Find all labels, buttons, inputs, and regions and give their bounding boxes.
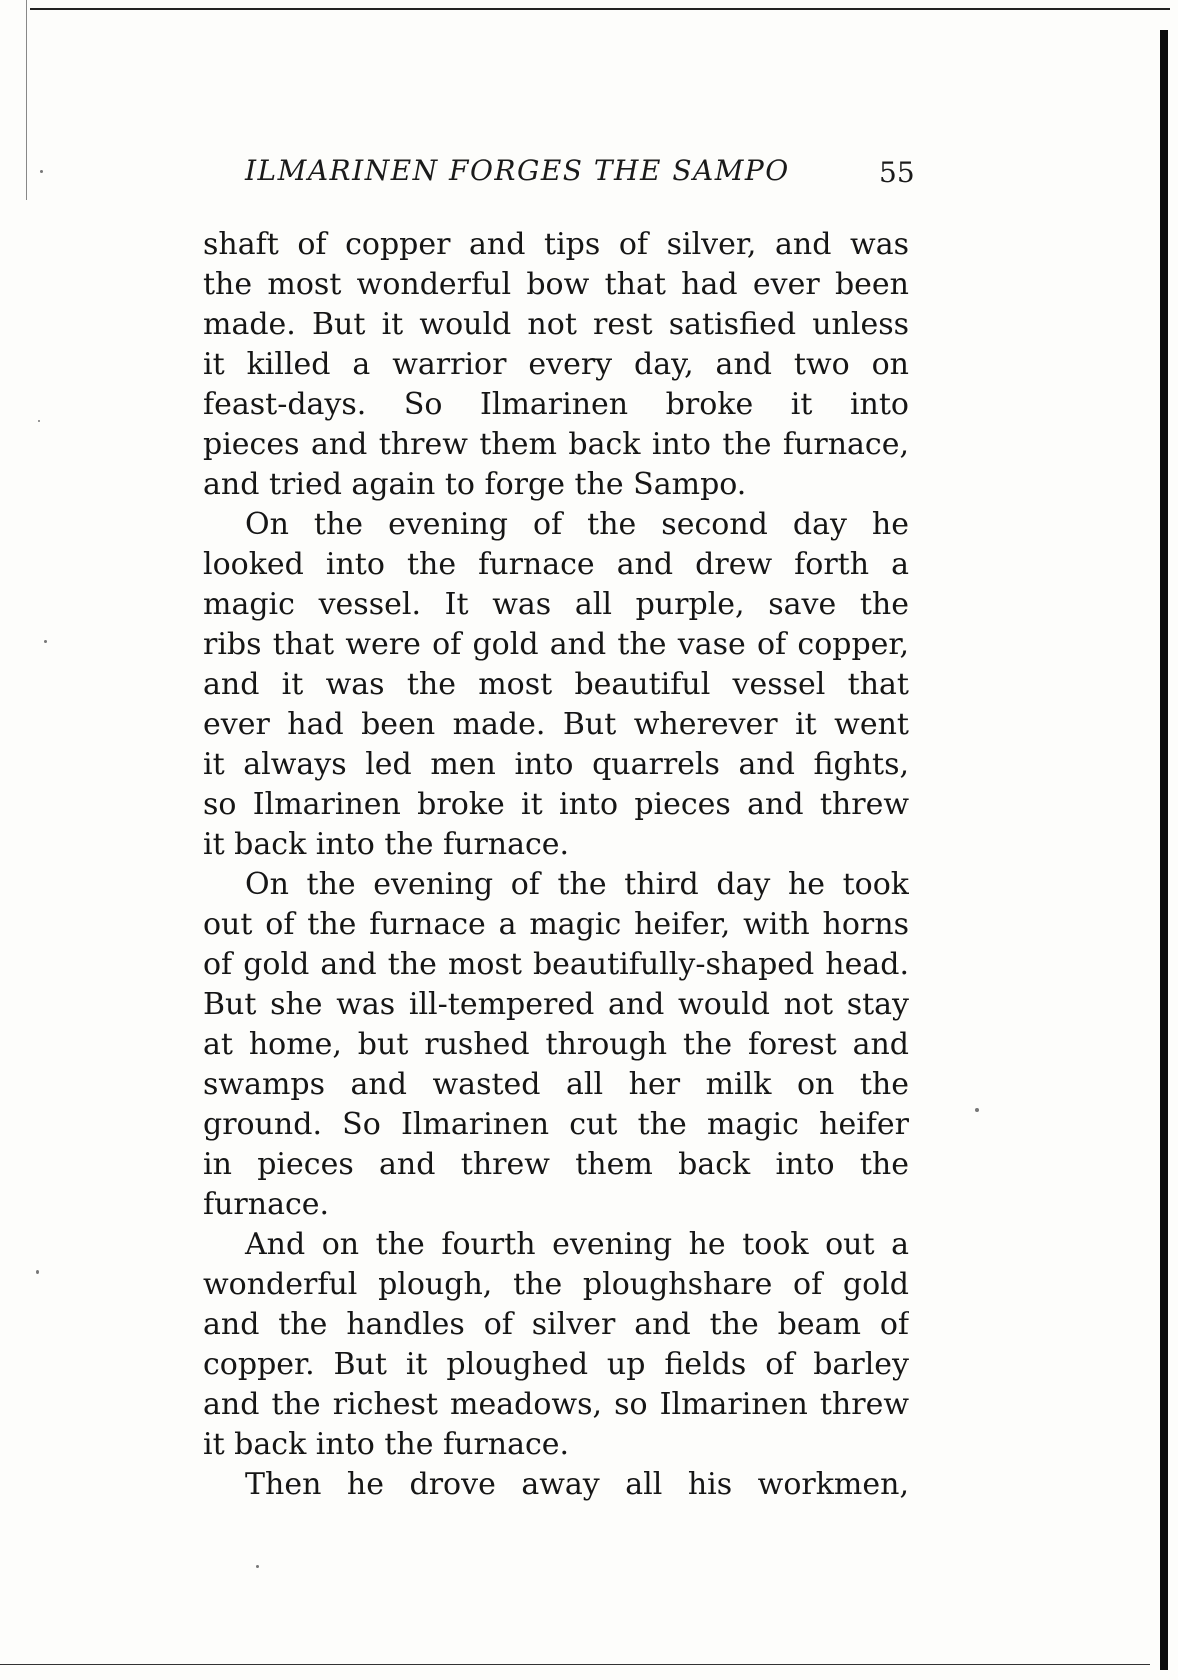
scan-speck — [36, 1270, 39, 1274]
scan-speck — [256, 1565, 259, 1568]
text-line: feast-days. So Ilmarinen broke it into — [203, 387, 909, 422]
scan-speck — [40, 170, 43, 173]
text-line: it always led men into quarrels and fights, — [203, 747, 909, 782]
text-line: made. But it would not rest satisfied unless — [203, 307, 909, 342]
text-line: And on the fourth evening he took out a — [245, 1227, 909, 1262]
text-line: Then he drove away all his workmen, — [245, 1467, 909, 1502]
text-line: shaft of copper and tips of silver, and was — [203, 227, 909, 262]
page-bottom-edge — [0, 1664, 1150, 1665]
text-line: it killed a warrior every day, and two on — [203, 347, 909, 382]
text-line: On the evening of the second day he — [245, 507, 909, 542]
text-line: furnace. — [203, 1187, 330, 1222]
text-line: it back into the furnace. — [203, 1427, 570, 1462]
text-line: ever had been made. But wherever it went — [203, 707, 909, 742]
page-number: 55 — [879, 156, 915, 189]
text-line: pieces and threw them back into the furnace, — [203, 427, 909, 462]
text-line: magic vessel. It was all purple, save the — [203, 587, 909, 622]
text-line: ground. So Ilmarinen cut the magic heifer — [203, 1107, 909, 1142]
text-line: and the handles of silver and the beam of — [203, 1307, 909, 1342]
page-top-edge — [30, 8, 1170, 10]
text-line: But she was ill-tempered and would not stay — [203, 987, 909, 1022]
text-line: copper. But it ploughed up fields of barley — [203, 1347, 909, 1382]
text-line: at home, but rushed through the forest and — [203, 1027, 909, 1062]
text-line: of gold and the most beautifully-shaped head. — [203, 947, 909, 982]
text-line: ribs that were of gold and the vase of copper, — [203, 627, 909, 662]
text-line: wonderful plough, the ploughshare of gold — [203, 1267, 909, 1302]
chapter-title: ILMARINEN FORGES THE SAMPO — [245, 154, 790, 187]
page-right-edge — [1160, 30, 1168, 1670]
text-line: the most wonderful bow that had ever been — [203, 267, 909, 302]
text-line: and it was the most beautiful vessel that — [203, 667, 909, 702]
text-line: swamps and wasted all her milk on the — [203, 1067, 909, 1102]
text-line: looked into the furnace and drew forth a — [203, 547, 909, 582]
text-line: in pieces and threw them back into the — [203, 1147, 909, 1182]
text-line: out of the furnace a magic heifer, with horns — [203, 907, 909, 942]
running-head — [245, 154, 915, 194]
text-line: it back into the furnace. — [203, 827, 570, 862]
body-text — [203, 225, 909, 1505]
text-line: and the richest meadows, so Ilmarinen threw — [203, 1387, 909, 1422]
text-line: so Ilmarinen broke it into pieces and threw — [203, 787, 909, 822]
text-line: and tried again to forge the Sampo. — [203, 467, 747, 502]
text-line: On the evening of the third day he took — [245, 867, 909, 902]
scan-speck — [44, 640, 47, 643]
scan-speck — [38, 420, 40, 422]
scan-speck — [975, 1108, 979, 1112]
page-left-edge — [26, 0, 27, 200]
